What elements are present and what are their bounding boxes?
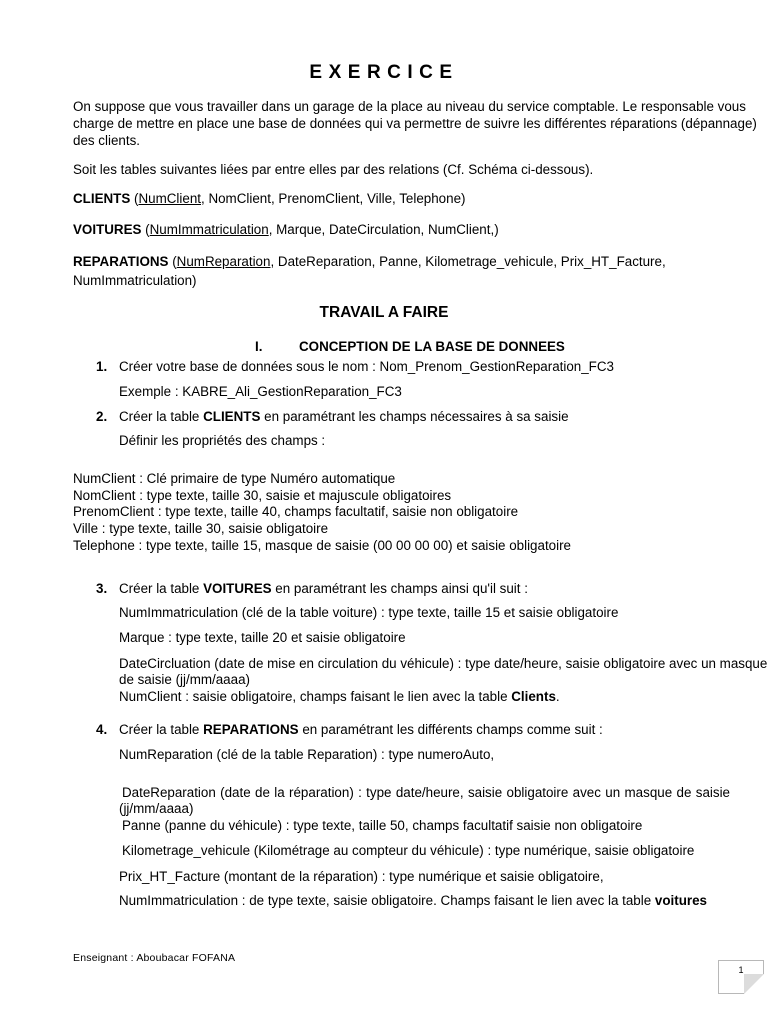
step-number: 1. [96,359,108,374]
step-number: 3. [96,581,108,596]
step2-props: Définir les propriétés des champs : [119,433,326,448]
table-name: CLIENTS [203,409,261,424]
step3-text: Créer la table VOITURES en paramétrant les champs ainsi qu'il suit : [119,581,528,596]
intro-line-3: des clients. [73,133,140,148]
step1-text: Créer votre base de données sous le nom : Nom_Prenom_GestionReparation_FC3 [119,359,614,374]
voitures-field: DateCircluation (date de mise en circulation du véhicule) : type date/heure, saisie obligatoire avec un masque [119,656,768,671]
travail-heading: TRAVAIL A FAIRE [319,304,449,321]
reparations-field: DateReparation (date de la réparation) : type date/heure, saisie obligatoire avec un masque de saisie [122,785,730,800]
tables-intro: Soit les tables suivantes liées par entre elles par des relations (Cf. Schéma ci-dessous). [73,162,594,177]
schema-table-name: VOITURES [73,222,142,237]
reparations-field: Prix_HT_Facture (montant de la réparation) : type numérique et saisie obligatoire, [119,869,604,884]
schema-reparations-line-2: NumImmatriculation) [73,273,197,288]
intro-line-1: On suppose que vous travailler dans un garage de la place au niveau du service comptable. Le responsable vous [73,99,746,114]
voitures-field: NumClient : saisie obligatoire, champs faisant le lien avec la table Clients. [119,689,560,704]
schema-primary-key: NumImmatriculation [149,222,269,237]
intro-line-2: charge de mettre en place une base de données qui va permettre de suivre les différentes réparations (dépannage) [73,116,757,131]
reparations-field: (jj/mm/aaaa) [119,801,194,816]
schema-voitures: VOITURES (NumImmatriculation, Marque, DateCirculation, NumClient,) [73,222,499,237]
page-number-box [718,960,764,994]
page-number: 1 [738,965,744,975]
reparations-field: Kilometrage_vehicule (Kilométrage au compteur du véhicule) : type numérique, saisie obligatoire [122,843,695,858]
table-name: VOITURES [203,581,272,596]
schema-table-name: CLIENTS [73,191,131,206]
schema-primary-key: NumReparation [176,254,271,269]
schema-clients: CLIENTS (NumClient, NomClient, PrenomClient, Ville, Telephone) [73,191,466,206]
section-number: I. [255,339,263,354]
clients-field: NomClient : type texte, taille 30, saisie et majuscule obligatoires [73,488,452,503]
reparations-field: NumImmatriculation : de type texte, saisie obligatoire. Champs faisant le lien avec la table voitures [119,893,707,908]
clients-field: NumClient : Clé primaire de type Numéro automatique [73,471,396,486]
step2-text: Créer la table CLIENTS en paramétrant les champs nécessaires à sa saisie [119,409,569,424]
reparations-field: Panne (panne du véhicule) : type texte, taille 50, champs facultatif saisie non obligatoire [122,818,643,833]
clients-field: PrenomClient : type texte, taille 40, champs facultatif, saisie non obligatoire [73,504,519,519]
voitures-field: Marque : type texte, taille 20 et saisie obligatoire [119,630,406,645]
reparations-field: NumReparation (clé de la table Reparation) : type numeroAuto, [119,747,495,762]
clients-field: Telephone : type texte, taille 15, masque de saisie (00 00 00 00) et saisie obligatoire [73,538,571,553]
schema-reparations: REPARATIONS (NumReparation, DateReparation, Panne, Kilometrage_vehicule, Prix_HT_Facture, [73,254,666,269]
voitures-field: NumImmatriculation (clé de la table voiture) : type texte, taille 15 et saisie obligatoire [119,605,619,620]
step4-text: Créer la table REPARATIONS en paramétrant les différents champs comme suit : [119,722,603,737]
step-number: 4. [96,722,108,737]
schema-primary-key: NumClient [138,191,201,206]
page-fold-icon [744,974,764,994]
clients-field: Ville : type texte, taille 30, saisie obligatoire [73,521,329,536]
step-number: 2. [96,409,108,424]
schema-table-name: REPARATIONS [73,254,169,269]
step1-example: Exemple : KABRE_Ali_GestionReparation_FC3 [119,384,402,399]
section-heading: CONCEPTION DE LA BASE DE DONNEES [299,339,565,354]
voitures-field: de saisie (jj/mm/aaaa) [119,672,250,687]
footer-teacher: Enseignant : Aboubacar FOFANA [73,952,236,964]
table-name: REPARATIONS [203,722,299,737]
document-title: EXERCICE [309,62,459,83]
